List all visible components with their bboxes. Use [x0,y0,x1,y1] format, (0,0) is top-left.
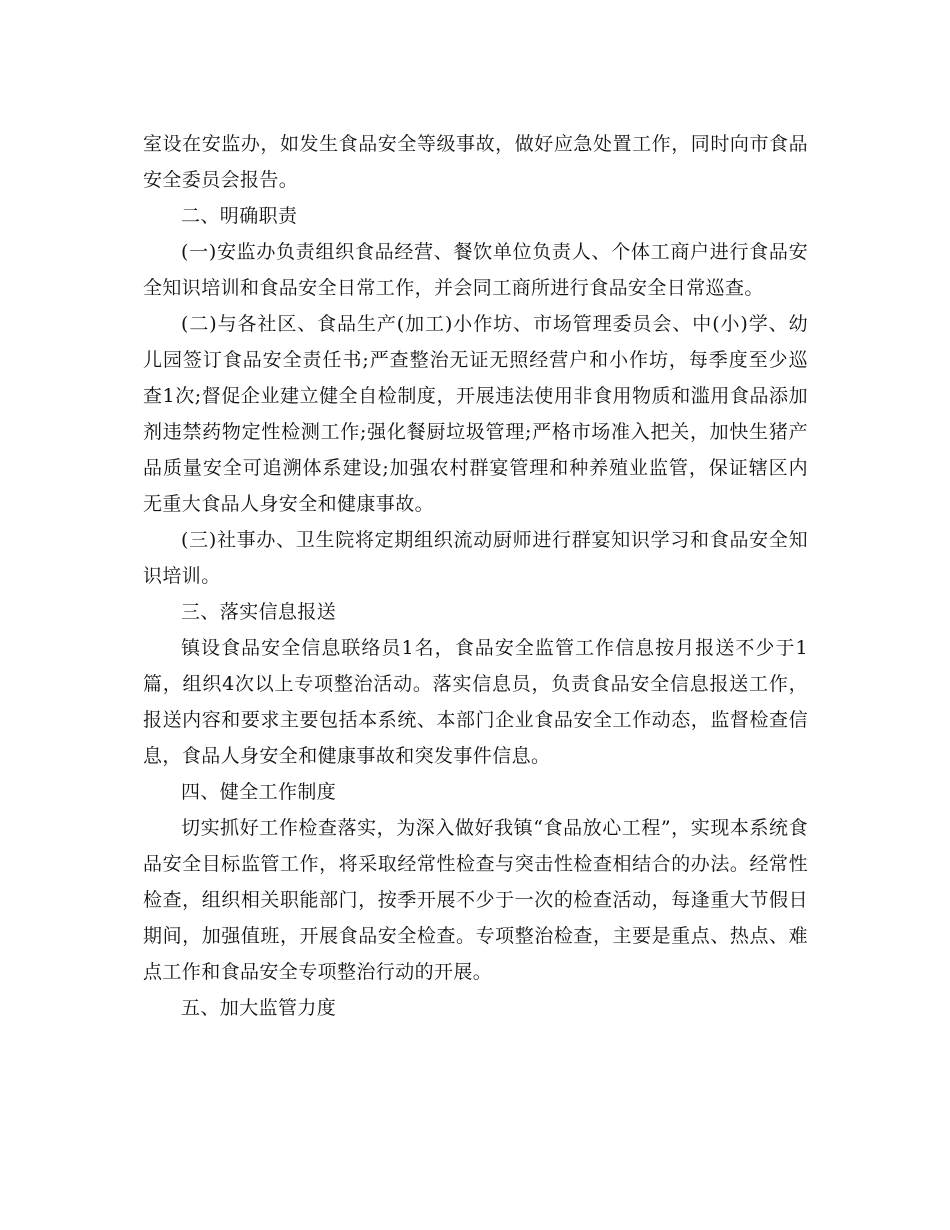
section-heading-4: 四、健全工作制度 [181,781,337,803]
paragraph-duty-3: (三)社事办、卫生院将定期组织流动厨师进行群宴知识学习和食品安全知识培训。 [143,529,808,587]
section-heading-3: 三、落实信息报送 [181,601,337,623]
paragraph-continued-intro: 室设在安监办，如发生食品安全等级事故，做好应急处置工作，同时向市食品安全委员会报告。 [143,133,808,191]
paragraph-duty-1: (一)安监办负责组织食品经营、餐饮单位负责人、个体工商户进行食品安全知识培训和食品安全日常工作，并会同工商所进行食品安全日常巡查。 [143,241,808,299]
paragraph-info-reporting: 镇设食品安全信息联络员1名，食品安全监管工作信息按月报送不少于1篇，组织4次以上专项整治活动。落实信息员，负责食品安全信息报送工作，报送内容和要求主要包括本系统、本部门企业食品安全工作动态，监督检查信息，食品人身安全和健康事故和突发事件信息。 [143,637,808,767]
section-heading-2: 二、明确职责 [181,205,298,227]
section-heading-5: 五、加大监管力度 [181,997,337,1019]
document-body [143,126,808,1026]
paragraph-work-system: 切实抓好工作检查落实，为深入做好我镇“食品放心工程”，实现本系统食品安全目标监管工作，将采取经常性检查与突击性检查相结合的办法。经常性检查，组织相关职能部门，按季开展不少于一次的检查活动，每逢重大节假日期间，加强值班，开展食品安全检查。专项整治检查，主要是重点、热点、难点工作和食品安全专项整治行动的开展。 [143,817,808,983]
paragraph-duty-2: (二)与各社区、食品生产(加工)小作坊、市场管理委员会、中(小)学、幼儿园签订食品安全责任书;严查整治无证无照经营户和小作坊，每季度至少巡查1次;督促企业建立健全自检制度，开展违法使用非食用物质和滥用食品添加剂违禁药物定性检测工作;强化餐厨垃圾管理;严格市场准入把关，加快生猪产品质量安全可追溯体系建设;加强农村群宴管理和种养殖业监管，保证辖区内无重大食品人身安全和健康事故。 [143,313,808,515]
